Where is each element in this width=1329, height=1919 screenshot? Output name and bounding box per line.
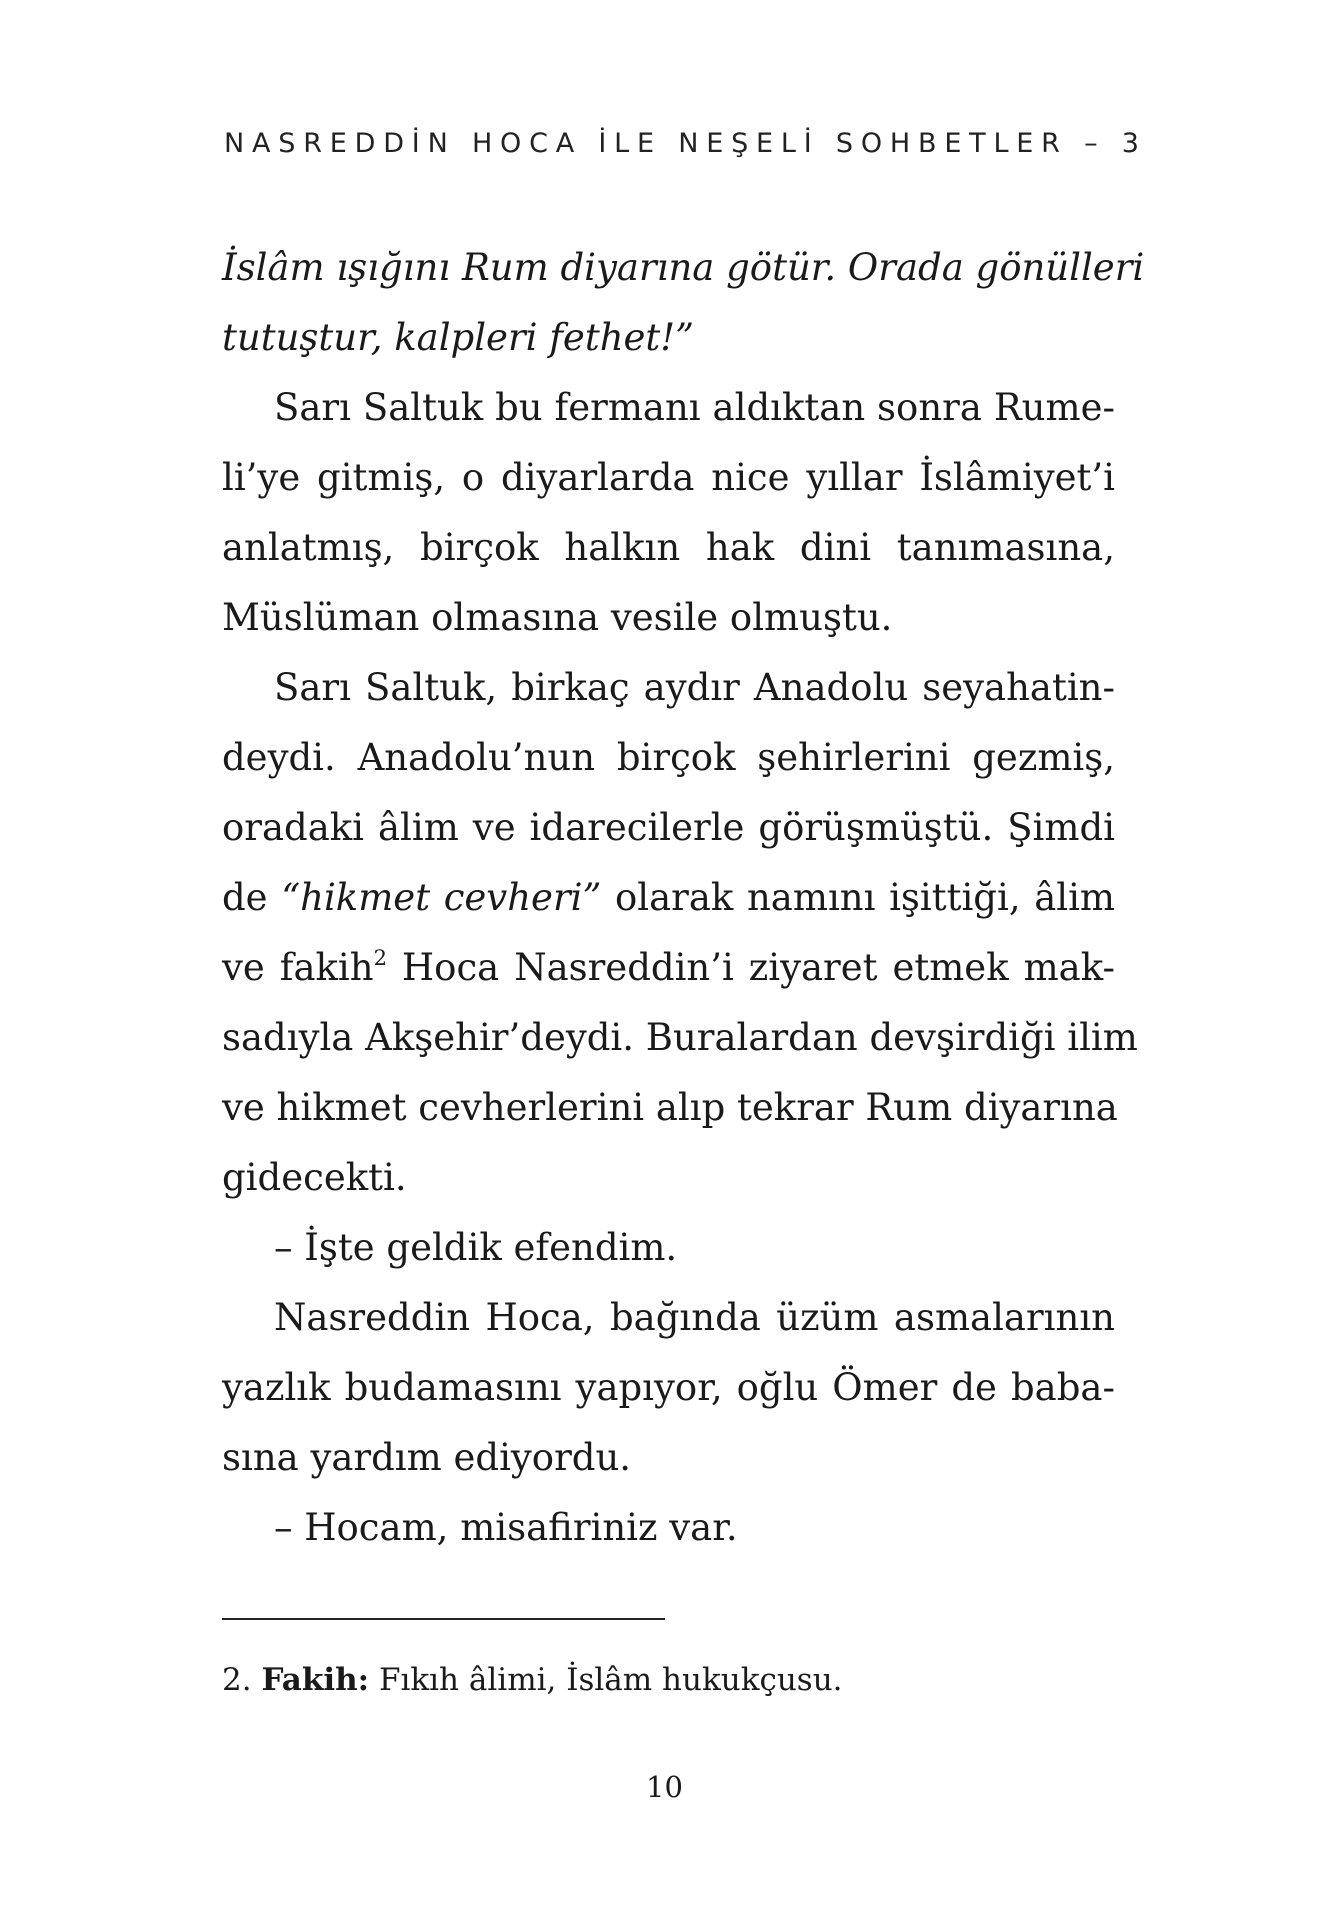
- footnote-reference[interactable]: 2: [373, 946, 387, 970]
- text-line: Müslüman olmasına vesile olmuştu.: [222, 596, 893, 639]
- footnote-term: Fakih:: [261, 1662, 370, 1698]
- text-line: yazlık budamasını yapıyor, oğlu Ömer de baba-: [222, 1366, 1115, 1409]
- text-line: İslâm ışığını Rum diyarına götür. Orada gönülleri: [222, 246, 1145, 289]
- footnote: [222, 1662, 1115, 1698]
- text-line: tutuştur, kalpleri fethet!”: [222, 316, 695, 359]
- text-line: ve hikmet cevherlerini alıp tekrar Rum diyarına: [222, 1086, 1118, 1129]
- dialogue-line: – İşte geldik efendim.: [274, 1226, 678, 1269]
- footnote-definition: Fıkıh âlimi, İslâm hukukçusu.: [378, 1662, 843, 1698]
- text-line: Sarı Saltuk, birkaç aydır Anadolu seyahatin-: [274, 666, 1115, 709]
- text-line: deydi. Anadolu’nun birçok şehirlerini gezmiş,: [222, 736, 1115, 779]
- text-line: Sarı Saltuk bu fermanı aldıktan sonra Rume-: [274, 386, 1115, 429]
- text-fragment: olarak namını işittiği, âlim: [601, 876, 1116, 919]
- footnote-divider: [222, 1618, 665, 1620]
- text-line: gidecekti.: [222, 1156, 407, 1199]
- text-line: sadıyla Akşehir’deydi. Buralardan devşirdiği ilim: [222, 1016, 1138, 1059]
- text-line: li’ye gitmiş, o diyarlarda nice yıllar İslâmiyet’i: [222, 456, 1115, 499]
- text-line: [222, 933, 1115, 1003]
- text-line: sına yardım ediyordu.: [222, 1436, 632, 1479]
- page-number: 10: [646, 1770, 683, 1804]
- italic-phrase: “hikmet cevheri”: [281, 876, 602, 919]
- text-fragment: Hoca Nasreddin’i ziyaret etmek mak-: [386, 946, 1115, 989]
- running-head: NASREDDİN HOCA İLE NEŞELİ SOHBETLER – 3: [224, 128, 1147, 159]
- text-line: anlatmış, birçok halkın hak dini tanımasına,: [222, 526, 1115, 569]
- text-line: [222, 863, 1115, 933]
- footnote-number: 2.: [222, 1662, 252, 1698]
- text-line: Nasreddin Hoca, bağında üzüm asmalarının: [274, 1296, 1115, 1339]
- text-fragment: ve fakih: [222, 946, 374, 989]
- text-line: oradaki âlim ve idarecilerle görüşmüştü. Şimdi: [222, 806, 1115, 849]
- text-fragment: de: [222, 876, 282, 919]
- dialogue-line: – Hocam, misafiriniz var.: [274, 1506, 738, 1549]
- body-text: [222, 233, 1145, 1563]
